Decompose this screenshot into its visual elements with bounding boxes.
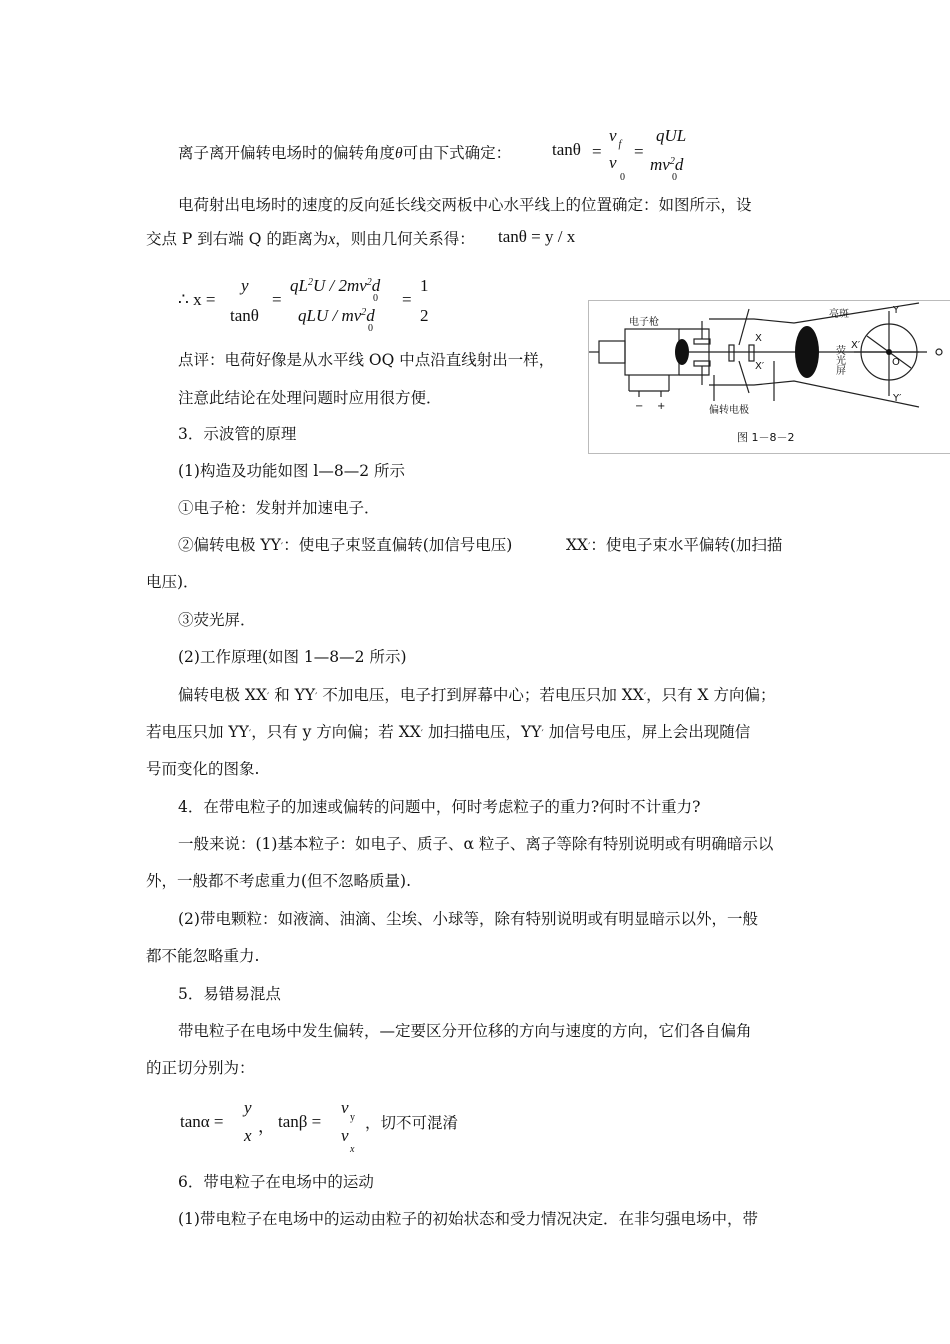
label-xprime-2: X′ <box>851 340 861 351</box>
section-heading: 4．在带电粒子的加速或偏转的问题中，何时考虑粒子的重力?何时不计重力? <box>178 798 701 816</box>
tan-theta <box>552 140 581 160</box>
text-span: ，只有 y 方向偏；若 XX <box>251 723 421 741</box>
text-line: 一般来说：(1)基本粒子：如电子、质子、α 粒子、离子等除有特别说明或有明确暗示以 <box>178 835 774 853</box>
prime: ′ <box>248 729 252 740</box>
text-line <box>146 722 750 745</box>
text-span: ②偏转电极 YY <box>178 536 281 554</box>
section-heading: 5．易错易混点 <box>178 985 281 1003</box>
v0-denominator <box>609 153 617 173</box>
text-line: 都不能忽略重力. <box>146 947 260 965</box>
comment-line: 注意此结论在处理问题时应用很方便． <box>178 389 442 407</box>
text-line: 带电粒子在电场中发生偏转，—定要区分开位移的方向与速度的方向，它们各自偏角 <box>178 1022 752 1040</box>
sup: 2 <box>307 277 313 288</box>
cathode <box>675 339 689 365</box>
plus-label: + <box>657 401 666 412</box>
text-line <box>178 685 776 708</box>
comment-line: 点评：电荷好像是从水平线 OQ 中点沿直线射出一样， <box>178 351 555 369</box>
equals-sign: = <box>634 142 644 161</box>
tan-label: tanθ <box>552 140 581 159</box>
x-denominator: x <box>244 1126 252 1145</box>
prime: ′ <box>280 542 284 553</box>
label-x: X <box>755 333 762 344</box>
equals-sign: = <box>402 290 412 309</box>
x-symbol: x <box>328 231 336 248</box>
text-line: 的正切分别为： <box>146 1059 255 1077</box>
comma: ， <box>258 1117 275 1136</box>
tan-alpha: tanα = <box>180 1112 224 1131</box>
label-o: O <box>892 357 900 368</box>
sup: 2 <box>361 307 367 318</box>
sub: 0 <box>373 293 378 304</box>
sub: x <box>350 1144 355 1155</box>
prime: ′ <box>267 692 270 703</box>
text-span: 不加电压，电子打到屏幕中心；若电压只加 XX <box>317 686 644 704</box>
oscilloscope-diagram <box>589 301 950 453</box>
d: d <box>674 155 684 174</box>
gun-label: 电子枪 <box>629 317 659 328</box>
oscilloscope-figure <box>588 300 950 454</box>
text-span: 和 YY <box>269 686 316 704</box>
d: d <box>366 306 375 325</box>
text-line: 号而变化的图象. <box>146 760 260 778</box>
tan-denominator: tanθ <box>230 306 259 325</box>
text-line: 外，一般都不考虑重力(但不忽略质量). <box>146 872 412 890</box>
qul-numerator: qUL <box>656 126 687 145</box>
equals-sign: = <box>592 142 602 161</box>
text-span: 加信号电压，屏上会出现随信 <box>543 723 751 741</box>
vf-numerator <box>609 126 622 150</box>
bright-spot-label: 亮斑 <box>829 309 849 320</box>
text-span: ，则由几何关系得： <box>335 230 475 248</box>
sub: 0 <box>672 172 677 183</box>
text-span: 偏转电极 XX <box>178 686 267 704</box>
half-numerator: 1 <box>420 276 429 295</box>
d: d <box>371 276 381 295</box>
text-span: 若电压只加 YY <box>146 723 249 741</box>
half-denominator: 2 <box>420 306 429 325</box>
section-heading: 3．示波管的原理 <box>178 425 297 443</box>
text-line: ①电子枪：发射并加速电子． <box>178 499 380 517</box>
v-symbol: v <box>609 126 617 145</box>
sup: 2 <box>669 156 675 167</box>
prime: ′ <box>541 729 544 740</box>
text-line: (2)带电颗粒：如液滴、油滴、尘埃、小球等，除有特别说明或有明显暗示以外，一般 <box>178 910 758 928</box>
text-line: ③荧光屏． <box>178 611 256 629</box>
mv2d-denominator <box>650 155 683 175</box>
screen <box>795 326 819 378</box>
text-span: 交点 P 到右端 Q 的距离为 <box>146 230 329 248</box>
big-numerator <box>290 276 380 296</box>
sup: 2 <box>366 277 372 288</box>
vy-numerator: v <box>341 1098 349 1117</box>
text-span: 加扫描电压，YY <box>423 723 542 741</box>
text-line: 电荷射出电场时的速度的反向延长线交两板中心水平线上的位置确定：如图所示，设 <box>178 196 752 214</box>
label-yprime: Y′ <box>893 393 902 404</box>
text-line: (1)带电粒子在电场中的运动由粒子的初始状态和受力情况决定．在非匀强电场中，带 <box>178 1210 758 1228</box>
text-span: 可由下式确定： <box>402 144 512 162</box>
equals-sign: = <box>272 290 282 309</box>
text-line: (2)工作原理(如图 1—8—2 所示) <box>178 648 407 666</box>
tan-relation: tanθ = y / x <box>498 227 576 246</box>
prime: ′ <box>420 729 424 740</box>
big-denominator <box>298 306 375 326</box>
text-span: XX <box>566 536 589 554</box>
text-line <box>566 535 782 558</box>
prime: ′ <box>588 542 591 553</box>
prime: ′ <box>643 692 647 703</box>
theta-symbol: θ <box>395 145 403 162</box>
v-symbol: v <box>609 153 617 172</box>
text-span: ：使电子束竖直偏转(加信号电压) <box>283 536 513 554</box>
sub: 0 <box>368 323 373 334</box>
y-numerator: y <box>241 276 249 295</box>
sub: y <box>350 1112 355 1123</box>
therefore-x: ∴ x = <box>178 290 216 309</box>
sub: 0 <box>620 172 625 183</box>
text-line: ，切不可混淆 <box>365 1114 459 1132</box>
text-span: ，只有 X 方向偏； <box>646 686 776 704</box>
text-line <box>178 143 511 164</box>
text-line <box>146 229 475 250</box>
text-line <box>178 535 512 558</box>
label-xprime: X′ <box>755 361 765 372</box>
sub: f <box>618 139 622 150</box>
qlu: qLU / mv <box>298 306 362 325</box>
screen-label: 荧光屏 <box>833 345 845 375</box>
prime: ′ <box>315 692 318 703</box>
text-line: (1)构造及功能如图 l—8—2 所示 <box>178 462 405 480</box>
tan-beta: tanβ = <box>278 1112 322 1131</box>
ql: qL <box>290 276 308 295</box>
text-line: 电压)． <box>146 573 199 591</box>
u-over: U / 2mv <box>312 276 367 295</box>
vx-denominator: v <box>341 1126 349 1145</box>
figure-caption: 图 1－8－2 <box>737 431 795 444</box>
y-numerator: y <box>244 1098 252 1117</box>
text-span: 离子离开偏转电场时的偏转角度 <box>178 144 396 162</box>
text-span: ：使电子束水平偏转(加扫描 <box>590 536 783 554</box>
section-heading: 6．带电粒子在电场中的运动 <box>178 1173 374 1191</box>
label-y: Y <box>893 305 900 316</box>
mv: mv <box>650 155 670 174</box>
minus-label: − <box>635 401 644 412</box>
plates-label: 偏转电极 <box>709 405 749 416</box>
